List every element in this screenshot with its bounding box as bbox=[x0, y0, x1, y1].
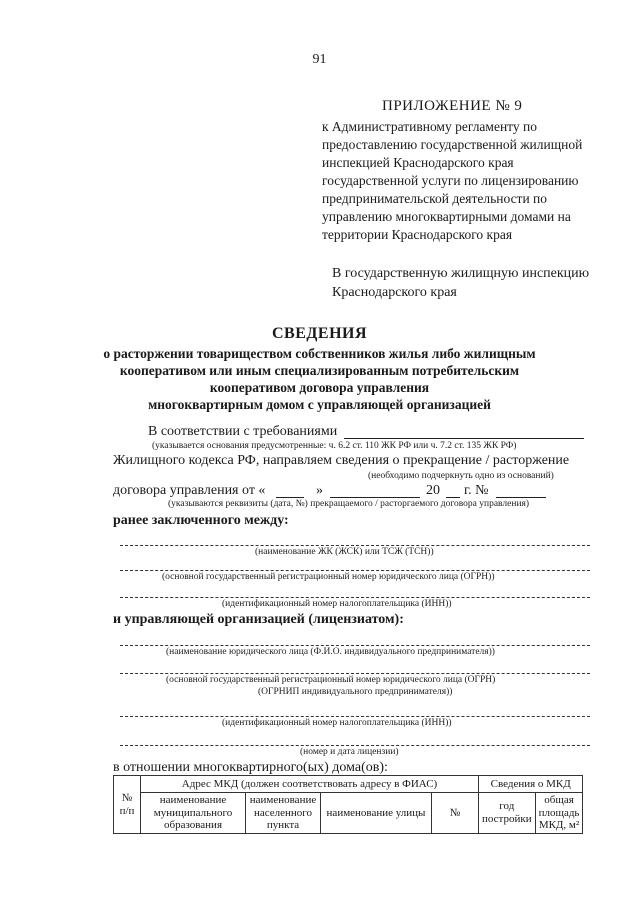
table-header-number: № п/п bbox=[114, 776, 141, 834]
note-ogrn: (основной государственный регистрационный номер юридического лица (ОГРН)) bbox=[162, 572, 495, 582]
management-org-label: и управляющей организацией (лицензиатом): bbox=[113, 612, 404, 627]
appendix-line: территории Краснодарского края bbox=[322, 227, 513, 242]
table-group-info: Сведения о МКД bbox=[479, 776, 583, 793]
contract-prefix: договора управления от « bbox=[113, 483, 266, 498]
addressee-line: Краснодарского края bbox=[332, 285, 457, 300]
note-underline: (необходимо подчеркнуть одно из оснований) bbox=[368, 471, 554, 481]
note-contract: (указываются реквизиты (дата, №) прекращаемого / расторгаемого договора управления) bbox=[168, 499, 530, 509]
appendix-line: предоставлению государственной жилищной bbox=[322, 137, 583, 152]
contract-quote: » bbox=[316, 483, 323, 498]
tszh-ogrn-line[interactable] bbox=[120, 570, 590, 571]
note-legal-name: (наименование юридического лица (Ф.И.О. индивидуального предпринимателя)) bbox=[166, 647, 495, 657]
mkd-table bbox=[113, 775, 583, 834]
basis-field-line[interactable] bbox=[344, 438, 584, 439]
table-group-address: Адрес МКД (должен соответствовать адресу в ФИАС) bbox=[141, 776, 479, 793]
code-line: Жилищного кодекса РФ, направляем сведения о прекращение / расторжение bbox=[113, 453, 570, 468]
license-line[interactable] bbox=[120, 745, 590, 746]
page-number: 91 bbox=[312, 52, 327, 67]
note-inn: (идентификационный номер налогоплательщика (ИНН)) bbox=[222, 599, 452, 609]
addressee-line: В государственную жилищную инспекцию bbox=[332, 266, 590, 281]
tszh-inn-line[interactable] bbox=[120, 597, 590, 598]
appendix-line: государственной услуги по лицензированию bbox=[322, 173, 579, 188]
table-header-area: общая площадь МКД, м² bbox=[535, 793, 583, 834]
appendix-line: управлению многоквартирными домами на bbox=[322, 209, 571, 224]
tszh-name-line[interactable] bbox=[120, 545, 590, 546]
contract-month-line[interactable] bbox=[330, 497, 420, 498]
table-header-municipality: наименование муниципального образования bbox=[141, 793, 246, 834]
contract-day-line[interactable] bbox=[276, 497, 304, 498]
table-header-year: год постройки bbox=[479, 793, 536, 834]
contract-number-line[interactable] bbox=[496, 497, 546, 498]
appendix-title: ПРИЛОЖЕНИЕ № 9 bbox=[382, 98, 523, 114]
note-license: (номер и дата лицензии) bbox=[300, 747, 399, 757]
heading-subtitle-line: многоквартирным домом с управляющей организацией bbox=[148, 397, 491, 412]
note-basis: (указывается основания предусмотренные: ч. 6.2 ст. 110 ЖК РФ или ч. 7.2 ст. 135 ЖК РФ) bbox=[152, 441, 517, 451]
heading-subtitle-line: кооперативом договора управления bbox=[209, 380, 430, 395]
table-header-street: наименование улицы bbox=[321, 793, 432, 834]
intro-text: В соответствии с требованиями bbox=[148, 424, 338, 439]
appendix-line: инспекцией Краснодарского края bbox=[322, 155, 514, 170]
document-heading: СВЕДЕНИЯ bbox=[271, 325, 368, 342]
contract-year-line[interactable] bbox=[446, 497, 460, 498]
ogrn-ip-line[interactable] bbox=[120, 673, 590, 674]
note-inn-2: (идентификационный номер налогоплательщика (ИНН)) bbox=[222, 718, 452, 728]
previously-concluded: ранее заключенного между: bbox=[113, 513, 289, 528]
appendix-line: предпринимательской деятельности по bbox=[322, 191, 548, 206]
appendix-line: к Административному регламенту по bbox=[322, 119, 538, 134]
table-header-settlement: наименование населенного пункта bbox=[246, 793, 321, 834]
heading-subtitle-line: кооперативом или иным специализированным потребительским bbox=[119, 363, 520, 378]
legal-name-line[interactable] bbox=[120, 645, 590, 646]
heading-subtitle-line: о расторжении товариществом собственников жилья либо жилищным bbox=[103, 346, 536, 361]
inn-line[interactable] bbox=[120, 716, 590, 717]
table-header-house-number: № bbox=[432, 793, 479, 834]
note-ogrn-ip: (ОГРНИП индивидуального предпринимателя)) bbox=[258, 687, 453, 697]
contract-number-label: г. № bbox=[464, 483, 489, 498]
note-ogrn-ip: (основной государственный регистрационный номер юридического лица (ОГРН) bbox=[166, 675, 496, 685]
regarding-houses: в отношении многоквартирного(ых) дома(ов): bbox=[113, 760, 388, 775]
contract-year: 20 bbox=[426, 483, 440, 498]
note-tszh-name: (наименование ЖК (ЖСК) или ТСЖ (ТСН)) bbox=[255, 547, 434, 557]
